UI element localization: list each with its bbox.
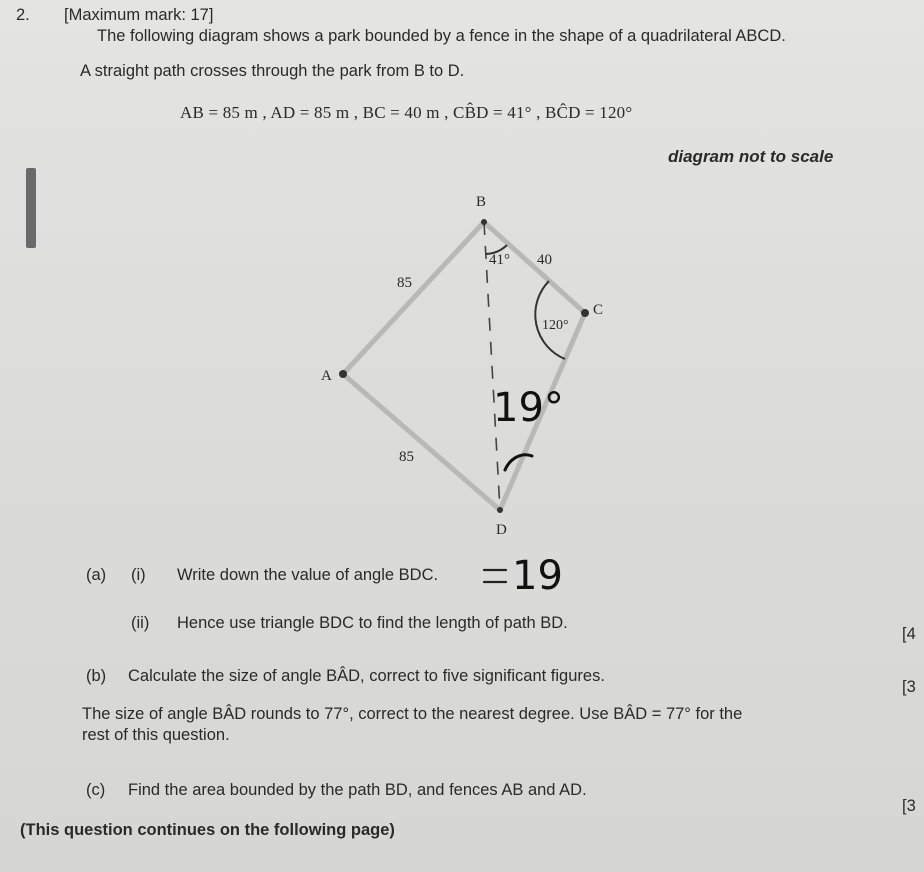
- given-measurements: AB = 85 m , AD = 85 m , BC = 40 m , CB̂D = 41° , BĈD = 120°: [180, 103, 633, 122]
- part-a-i-label: (i): [131, 566, 146, 584]
- part-c-marks: [3: [902, 797, 916, 815]
- handwritten-answer-a-i-digits: 19: [512, 553, 563, 599]
- note-line-1: The size of angle BÂD rounds to 77°, correct to the nearest degree. Use BÂD = 77° for the: [82, 705, 743, 723]
- maximum-mark: [Maximum mark: 17]: [64, 6, 214, 24]
- vertex-a-dot: [339, 370, 347, 378]
- handwritten-answer-a-i: [482, 553, 587, 599]
- vertex-c-dot: [581, 309, 589, 317]
- part-b-label: (b): [86, 667, 107, 685]
- fence-ad: [343, 374, 500, 510]
- intro-line-1: The following diagram shows a park bounded by a fence in the shape of a quadrilateral ABCD.: [97, 27, 786, 45]
- part-a-ii-label: (ii): [131, 614, 150, 632]
- question-number: 2.: [16, 6, 30, 24]
- part-c-label: (c): [86, 781, 106, 799]
- vertex-b-dot: [481, 219, 487, 225]
- side-label-bc: 40: [537, 252, 552, 268]
- angle-label-bcd: 120°: [542, 318, 569, 333]
- intro-line-2: A straight path crosses through the park from B to D.: [80, 62, 465, 80]
- diagram-note: diagram not to scale: [668, 147, 834, 166]
- side-label-ad: 85: [399, 449, 414, 465]
- vertex-label-a: A: [321, 368, 332, 384]
- fence-ab: [343, 222, 484, 374]
- part-b-marks: [3: [902, 678, 916, 696]
- angle-label-cbd: 41°: [489, 252, 510, 268]
- part-a-ii-marks: [4: [902, 625, 916, 643]
- vertex-label-d: D: [496, 522, 507, 538]
- side-label-ab: 85: [397, 275, 412, 291]
- part-b-question: Calculate the size of angle BÂD, correct to five significant figures.: [128, 667, 605, 685]
- vertex-label-b: B: [476, 194, 487, 210]
- note-line-2: rest of this question.: [82, 726, 230, 744]
- part-a-ii-question: Hence use triangle BDC to find the length of path BD.: [177, 614, 568, 632]
- vertex-d-dot: [497, 507, 503, 513]
- vertex-label-c: C: [593, 302, 604, 318]
- part-a-i-question: Write down the value of angle BDC.: [177, 566, 439, 584]
- part-c-question: Find the area bounded by the path BD, and fences AB and AD.: [128, 781, 587, 799]
- continues-note: (This question continues on the following page): [20, 821, 395, 839]
- handwritten-angle-value: 19°: [493, 385, 564, 431]
- part-a-label: (a): [86, 566, 107, 584]
